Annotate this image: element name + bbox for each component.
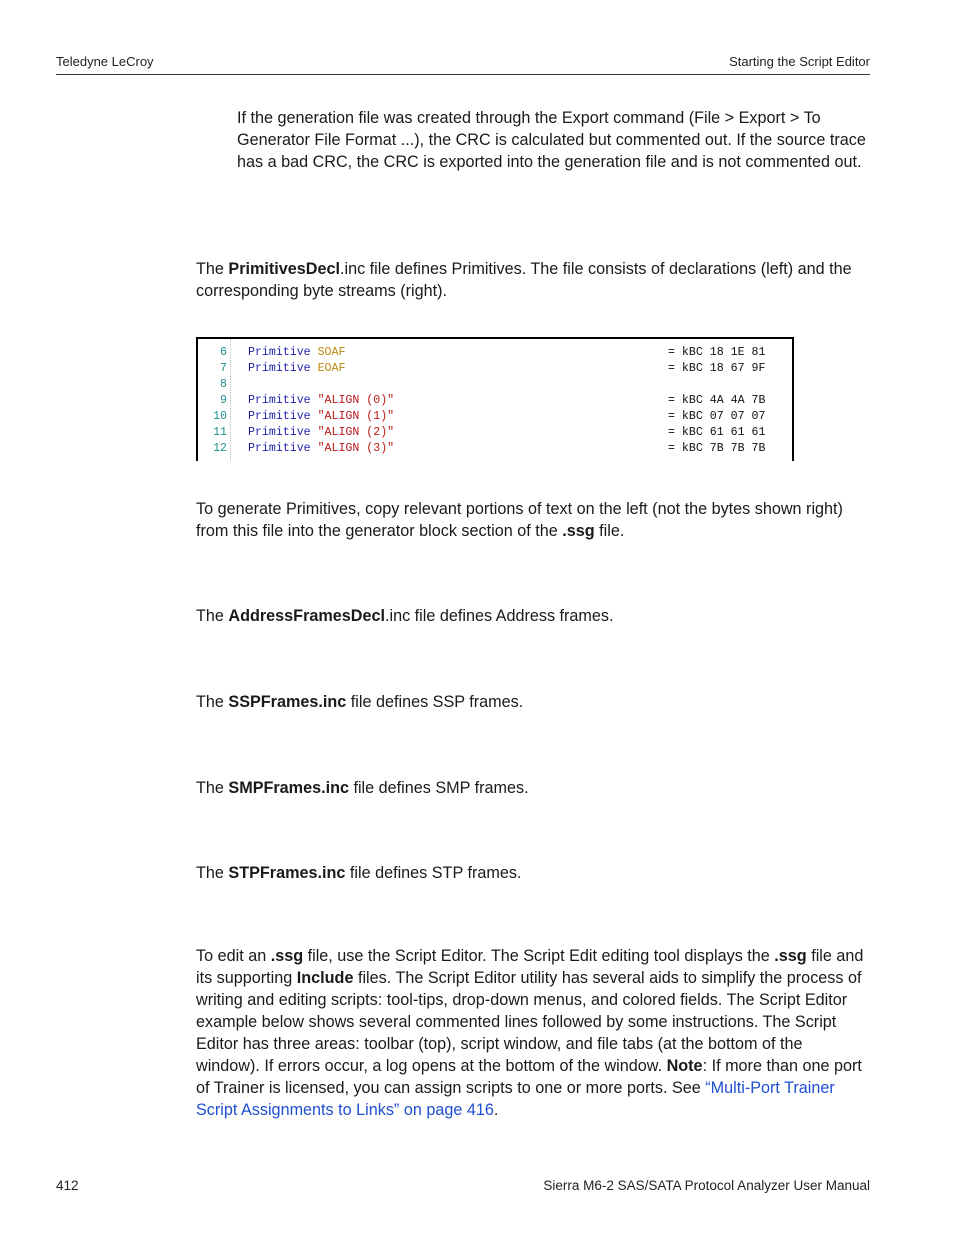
header-right: Starting the Script Editor bbox=[729, 54, 870, 69]
primitive-keyword: Primitive bbox=[248, 346, 311, 359]
primitive-declaration bbox=[248, 425, 394, 441]
smp-filename: SMPFrames.inc bbox=[228, 779, 349, 797]
stp-text-post: file defines STP frames. bbox=[345, 864, 522, 882]
byte-stream: = kBC 18 67 9F bbox=[668, 362, 766, 375]
address-filename: AddressFramesDecl bbox=[228, 607, 385, 625]
edit-text-2: file, use the Script Editor. The Script Edit editing tool displays the bbox=[303, 947, 775, 965]
edit-text-6: . bbox=[493, 1101, 499, 1119]
edit-text-1: To edit an bbox=[196, 947, 271, 965]
byte-stream: = kBC 4A 4A 7B bbox=[668, 394, 766, 407]
line-number: 6 bbox=[220, 346, 227, 359]
line-number: 9 bbox=[220, 394, 227, 407]
code-line bbox=[198, 377, 792, 393]
primitive-declaration bbox=[248, 361, 345, 377]
primitive-declaration bbox=[248, 393, 394, 409]
primitive-keyword: Primitive bbox=[248, 410, 311, 423]
smp-paragraph bbox=[196, 777, 868, 799]
primitive-declaration bbox=[248, 345, 345, 361]
primitives-text-post: .inc file defines Primitives. The file consists of declarations (left) and the corresponding byte streams (right). bbox=[196, 260, 852, 300]
ssp-text-post: file defines SSP frames. bbox=[346, 693, 524, 711]
line-number: 11 bbox=[213, 426, 227, 439]
code-line bbox=[198, 345, 792, 361]
generate-paragraph bbox=[196, 498, 868, 542]
header-rule bbox=[56, 74, 870, 75]
code-line bbox=[198, 441, 792, 457]
edit-bold-ssg-2: .ssg bbox=[774, 947, 807, 965]
primitives-filename: PrimitivesDecl bbox=[228, 260, 340, 278]
edit-bold-note: Note bbox=[666, 1057, 703, 1075]
header-left: Teledyne LeCroy bbox=[56, 54, 154, 69]
ssp-text-pre: The bbox=[196, 693, 229, 711]
code-line bbox=[198, 409, 792, 425]
primitive-keyword: Primitive bbox=[248, 426, 311, 439]
edit-bold-ssg-1: .ssg bbox=[270, 947, 304, 965]
generate-text-post: file. bbox=[594, 522, 625, 540]
smp-text-pre: The bbox=[196, 779, 229, 797]
line-number: 7 bbox=[220, 362, 227, 375]
generate-text-pre: To generate Primitives, copy relevant portions of text on the left (not the bytes shown right) from this file into the generator block section of the bbox=[196, 500, 843, 540]
stp-text-pre: The bbox=[196, 864, 229, 882]
line-number: 8 bbox=[220, 378, 227, 391]
primitives-paragraph bbox=[196, 258, 868, 302]
smp-text-post: file defines SMP frames. bbox=[348, 779, 529, 797]
footer-manual-title: Sierra M6-2 SAS/SATA Protocol Analyzer User Manual bbox=[543, 1178, 870, 1193]
primitive-name: "ALIGN (2)" bbox=[317, 426, 395, 439]
primitive-name: "ALIGN (0)" bbox=[317, 394, 395, 407]
primitive-name: "ALIGN (1)" bbox=[317, 410, 395, 423]
primitive-name: SOAF bbox=[317, 346, 346, 359]
primitive-keyword: Primitive bbox=[248, 362, 311, 375]
line-number: 10 bbox=[213, 410, 227, 423]
footer-page-number: 412 bbox=[56, 1178, 79, 1193]
primitive-declaration bbox=[248, 409, 394, 425]
byte-stream: = kBC 18 1E 81 bbox=[668, 346, 766, 359]
primitive-keyword: Primitive bbox=[248, 442, 311, 455]
ssp-paragraph bbox=[196, 691, 868, 713]
address-text-pre: The bbox=[196, 607, 229, 625]
address-paragraph bbox=[196, 605, 868, 627]
byte-stream: = kBC 61 61 61 bbox=[668, 426, 766, 439]
stp-paragraph bbox=[196, 862, 868, 884]
multi-port-trainer-link[interactable]: “Multi-Port Trainer Script Assignments to Links” on page 416 bbox=[196, 1079, 835, 1119]
primitive-declaration bbox=[248, 441, 394, 457]
byte-stream: = kBC 7B 7B 7B bbox=[668, 442, 766, 455]
edit-text-4: files. The Script Editor utility has several aids to simplify the process of writing and editing scripts: tool-tips, drop-down menus, and colored fields. The Script Editor example below shows several commented lines followed by some instructions. The Script Editor has three areas: toolbar (top), script window, and file tabs (at the bottom of the window). If errors occur, a log opens at the bottom of the window. bbox=[196, 969, 862, 1075]
ssg-extension: .ssg bbox=[562, 522, 595, 540]
primitive-keyword: Primitive bbox=[248, 394, 311, 407]
code-line bbox=[198, 361, 792, 377]
stp-filename: STPFrames.inc bbox=[228, 864, 346, 882]
code-snippet bbox=[196, 337, 794, 461]
address-text-post: .inc file defines Address frames. bbox=[384, 607, 614, 625]
byte-stream: = kBC 07 07 07 bbox=[668, 410, 766, 423]
edit-text-3: file and its supporting bbox=[196, 947, 864, 987]
primitive-name: "ALIGN (3)" bbox=[317, 442, 395, 455]
edit-text-5: : If more than one port of Trainer is licensed, you can assign scripts to one or more ports. See bbox=[196, 1057, 862, 1097]
code-line bbox=[198, 393, 792, 409]
primitive-name: EOAF bbox=[317, 362, 346, 375]
script-editor-paragraph bbox=[196, 945, 868, 1121]
edit-bold-include: Include bbox=[296, 969, 354, 987]
code-line bbox=[198, 425, 792, 441]
primitives-text-pre: The bbox=[196, 260, 229, 278]
crc-paragraph: If the generation file was created through the Export command (File > Export > To Generator File Format ...), the CRC is calculated but commented out. If the source trace has a bad CRC, the CRC is exported into the generation file and is not commented out. bbox=[237, 109, 866, 171]
ssp-filename: SSPFrames.inc bbox=[228, 693, 347, 711]
line-number: 12 bbox=[213, 442, 227, 455]
